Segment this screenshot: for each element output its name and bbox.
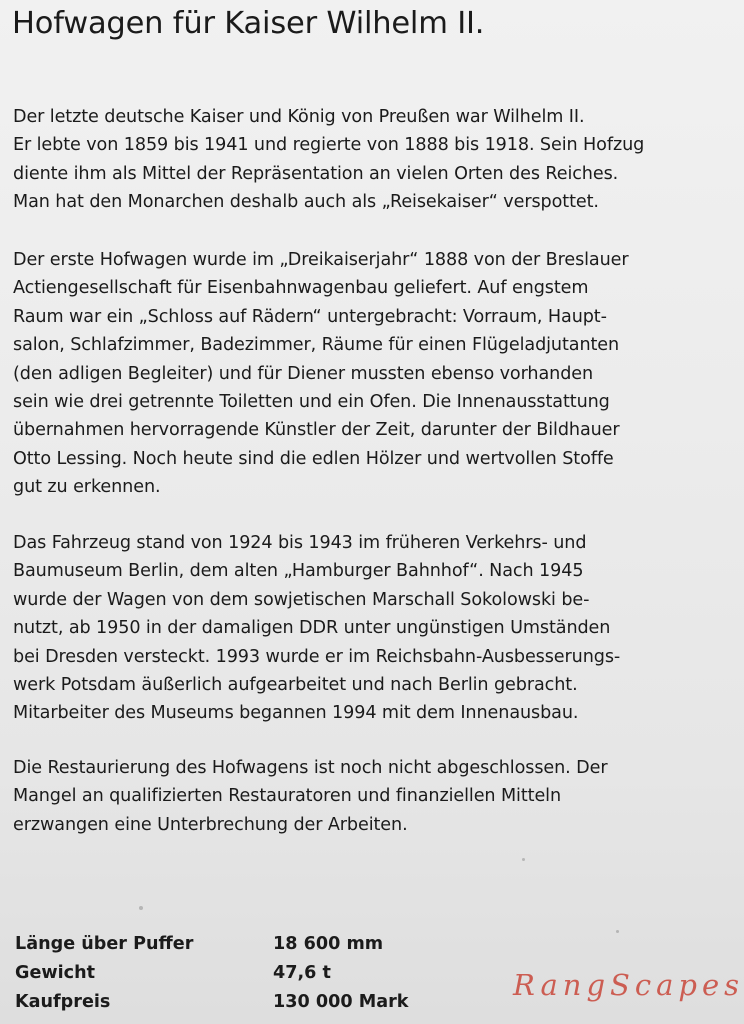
paragraph-line: übernahmen hervorragende Künstler der Zeit, darunter der Bildhauer: [13, 420, 620, 441]
spec-value: 130 000 Mark: [273, 991, 409, 1012]
paragraph-line: wurde der Wagen von dem sowjetischen Marschall Sokolowski be-: [13, 589, 590, 610]
paragraph-line: Er lebte von 1859 bis 1941 und regierte von 1888 bis 1918. Sein Hofzug: [13, 135, 645, 156]
paragraph-line: Mangel an qualifizierten Restauratoren und finanziellen Mitteln: [13, 786, 562, 807]
paragraph-line: Man hat den Monarchen deshalb auch als „Reisekaiser“ verspottet.: [13, 192, 599, 213]
paragraph-line: diente ihm als Mittel der Repräsentation an vielen Orten des Reiches.: [13, 163, 619, 184]
specifications-table: [15, 929, 445, 1016]
photographer-watermark: RangScapes: [513, 968, 744, 1002]
paragraph-line: Baumuseum Berlin, dem alten „Hamburger Bahnhof“. Nach 1945: [13, 561, 584, 582]
paragraph-intro: [13, 103, 644, 217]
paragraph-line: Das Fahrzeug stand von 1924 bis 1943 im früheren Verkehrs- und: [13, 533, 587, 553]
paragraph-restoration: [13, 754, 607, 839]
paragraph-line: Mitarbeiter des Museums begannen 1994 mit dem Innenausbau.: [13, 703, 579, 724]
paragraph-line: bei Dresden versteckt. 1993 wurde er im Reichsbahn-Ausbesserungs-: [13, 646, 621, 667]
surface-speck: [139, 906, 143, 910]
paragraph-line: gut zu erkennen.: [13, 477, 161, 498]
surface-speck: [616, 930, 619, 933]
paragraph-line: salon, Schlafzimmer, Badezimmer, Räume für einen Flügeladjutanten: [13, 335, 620, 356]
spec-label: Länge über Puffer: [15, 933, 194, 954]
spec-label: Kaufpreis: [15, 991, 111, 1012]
paragraph-line: Die Restaurierung des Hofwagens ist noch nicht abgeschlossen. Der: [13, 758, 608, 778]
spec-row-length: [15, 929, 445, 958]
paragraph-line: Der erste Hofwagen wurde im „Dreikaiserjahr“ 1888 von der Breslauer: [13, 250, 629, 270]
plaque-title: Hofwagen für Kaiser Wilhelm II.: [12, 6, 485, 41]
spec-label: Gewicht: [15, 962, 96, 983]
paragraph-history: [13, 529, 620, 728]
paragraph-line: werk Potsdam äußerlich aufgearbeitet und nach Berlin gebracht.: [13, 675, 578, 696]
paragraph-line: Der letzte deutsche Kaiser und König von Preußen war Wilhelm II.: [13, 107, 585, 127]
paragraph-line: (den adligen Begleiter) und für Diener mussten ebenso vorhanden: [13, 363, 594, 384]
paragraph-line: erzwangen eine Unterbrechung der Arbeiten.: [13, 814, 408, 835]
paragraph-line: Otto Lessing. Noch heute sind die edlen Hölzer und wertvollen Stoffe: [13, 448, 614, 469]
surface-speck: [522, 858, 525, 861]
paragraph-line: nutzt, ab 1950 in der damaligen DDR unter ungünstigen Umständen: [13, 618, 611, 639]
paragraph-line: Actiengesellschaft für Eisenbahnwagenbau geliefert. Auf engstem: [13, 278, 589, 299]
paragraph-line: sein wie drei getrennte Toiletten und ein Ofen. Die Innenausstattung: [13, 392, 610, 413]
spec-row-weight: [15, 958, 445, 987]
spec-value: 47,6 t: [273, 962, 331, 983]
spec-row-price: [15, 987, 445, 1016]
paragraph-first-car: [13, 246, 629, 502]
paragraph-line: Raum war ein „Schloss auf Rädern“ untergebracht: Vorraum, Haupt-: [13, 306, 607, 327]
spec-value: 18 600 mm: [273, 933, 384, 954]
